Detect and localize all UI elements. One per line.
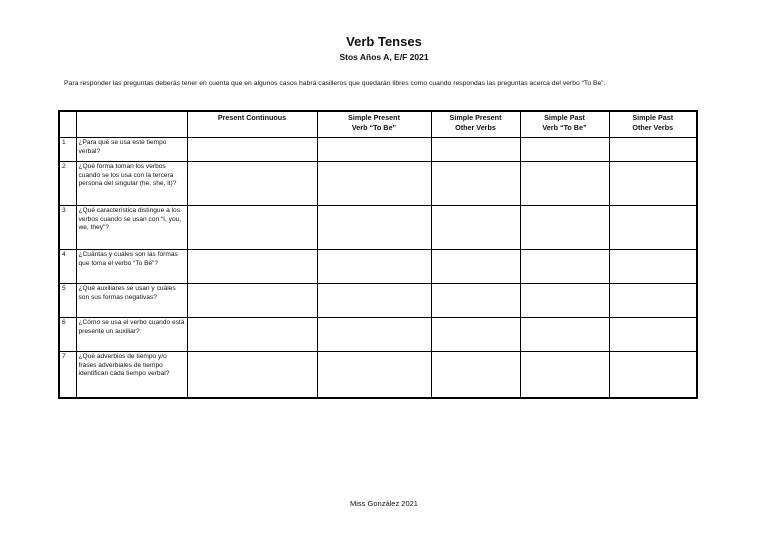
row-number: 3 xyxy=(59,206,76,250)
table-row xyxy=(59,206,697,250)
table-row xyxy=(59,250,697,284)
header-simple-past-to-be: Simple Past Verb “To Be” xyxy=(520,111,609,138)
table-row xyxy=(59,138,697,162)
row-number: 1 xyxy=(59,138,76,162)
answer-cell[interactable] xyxy=(609,318,697,352)
row-number: 4 xyxy=(59,250,76,284)
header-question xyxy=(76,111,187,138)
table-header-row xyxy=(59,111,697,138)
answer-cell[interactable] xyxy=(609,138,697,162)
answer-cell[interactable] xyxy=(317,138,431,162)
answer-cell[interactable] xyxy=(431,352,520,398)
answer-cell[interactable] xyxy=(431,138,520,162)
row-number: 7 xyxy=(59,352,76,398)
row-question: ¿Qué auxiliares se usan y cuáles son sus formas negativas? xyxy=(76,284,187,318)
page-title: Verb Tenses xyxy=(346,34,422,49)
header-simple-present-other: Simple Present Other Verbs xyxy=(431,111,520,138)
footer-text: Miss González 2021 xyxy=(350,499,418,508)
answer-cell[interactable] xyxy=(520,206,609,250)
table-row xyxy=(59,284,697,318)
answer-cell[interactable] xyxy=(317,162,431,206)
row-question: ¿Qué forma toman los verbos cuando se los usa con la tercera persona del singular (he, she, it)? xyxy=(76,162,187,206)
instructions-text: Para responder las preguntas deberás tener en cuenta que en algunos casos habrá casilleros que quedarán libres como cuando respondas las preguntas acerca del verbo “To Be”. xyxy=(64,80,606,87)
answer-cell[interactable] xyxy=(187,284,317,318)
table-row xyxy=(59,352,697,398)
row-question: ¿Qué adverbios de tiempo y/o frases adverbiales de tiempo identifican cada tiempo verbal? xyxy=(76,352,187,398)
header-simple-past-other: Simple Past Other Verbs xyxy=(609,111,697,138)
answer-cell[interactable] xyxy=(520,352,609,398)
header-present-continuous: Present Continuous xyxy=(187,111,317,138)
answer-cell[interactable] xyxy=(431,162,520,206)
answer-cell[interactable] xyxy=(317,250,431,284)
answer-cell[interactable] xyxy=(609,206,697,250)
answer-cell[interactable] xyxy=(520,318,609,352)
row-number: 2 xyxy=(59,162,76,206)
row-question: ¿Qué característica distingue a los verbos cuando se usan con “I, you, we, they”? xyxy=(76,206,187,250)
table-row xyxy=(59,318,697,352)
answer-cell[interactable] xyxy=(187,162,317,206)
row-number: 5 xyxy=(59,284,76,318)
table-row xyxy=(59,162,697,206)
header-simple-present-to-be: Simple Present Verb “To Be” xyxy=(317,111,431,138)
answer-cell[interactable] xyxy=(317,284,431,318)
answer-cell[interactable] xyxy=(520,284,609,318)
answer-cell[interactable] xyxy=(187,250,317,284)
header-number xyxy=(59,111,76,138)
verb-tenses-table xyxy=(58,110,698,399)
row-question: ¿Para qué se usa este tiempo verbal? xyxy=(76,138,187,162)
answer-cell[interactable] xyxy=(317,206,431,250)
answer-cell[interactable] xyxy=(317,318,431,352)
answer-cell[interactable] xyxy=(431,250,520,284)
answer-cell[interactable] xyxy=(431,284,520,318)
answer-cell[interactable] xyxy=(609,284,697,318)
row-number: 6 xyxy=(59,318,76,352)
row-question: ¿Cuántas y cuáles son las formas que toma el verbo “To Be”? xyxy=(76,250,187,284)
answer-cell[interactable] xyxy=(317,352,431,398)
answer-cell[interactable] xyxy=(609,162,697,206)
answer-cell[interactable] xyxy=(520,138,609,162)
answer-cell[interactable] xyxy=(431,318,520,352)
answer-cell[interactable] xyxy=(431,206,520,250)
answer-cell[interactable] xyxy=(187,138,317,162)
answer-cell[interactable] xyxy=(187,206,317,250)
answer-cell[interactable] xyxy=(609,352,697,398)
answer-cell[interactable] xyxy=(520,162,609,206)
row-question: ¿Cómo se usa el verbo cuando está presente un auxiliar? xyxy=(76,318,187,352)
answer-cell[interactable] xyxy=(520,250,609,284)
answer-cell[interactable] xyxy=(187,352,317,398)
answer-cell[interactable] xyxy=(187,318,317,352)
page-subtitle: Stos Años A, E/F 2021 xyxy=(339,52,429,62)
answer-cell[interactable] xyxy=(609,250,697,284)
